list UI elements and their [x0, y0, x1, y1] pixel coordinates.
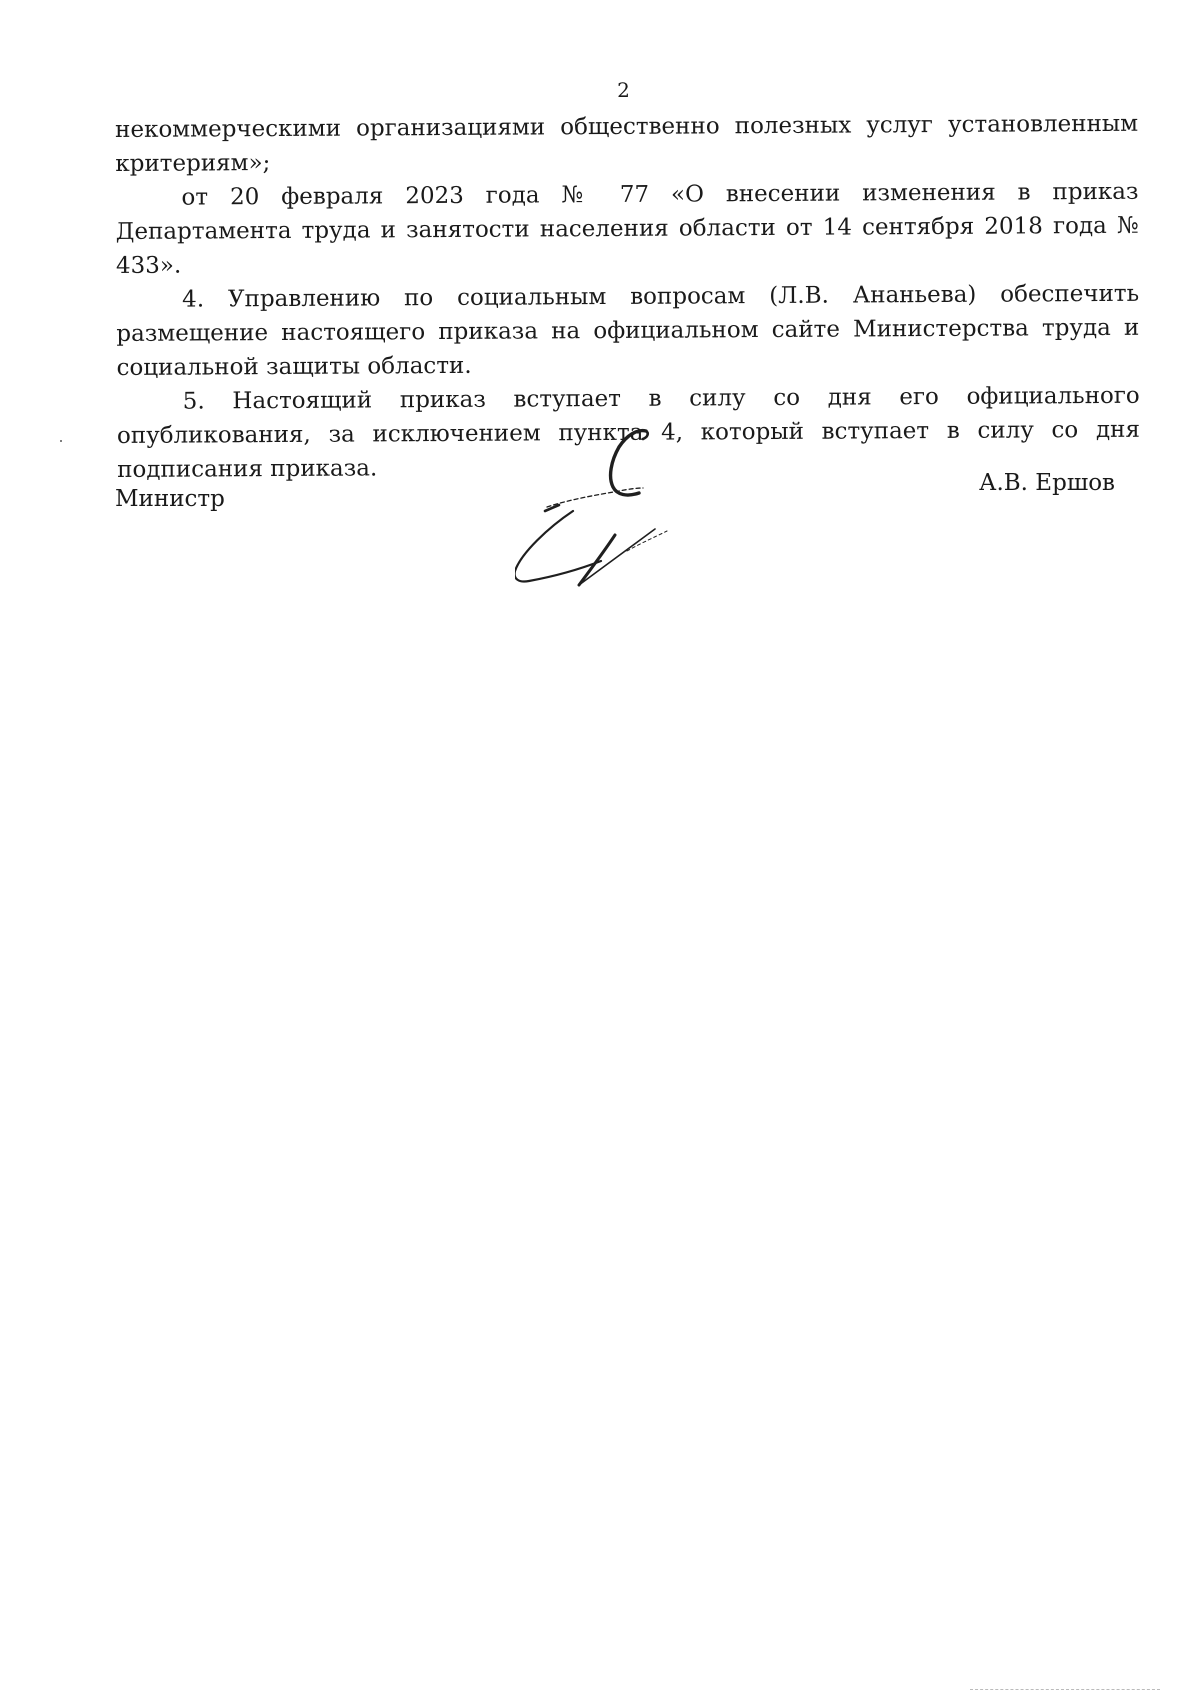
handwritten-signature — [515, 425, 695, 625]
signer-position: Министр — [115, 486, 225, 512]
signer-name: А.В. Ершов — [979, 470, 1115, 496]
page-number: 2 — [617, 78, 630, 102]
paragraph-item-5: 5. Настоящий приказ вступает в силу со дня его официального опубликования, за исключением пункта 4, который вступает в силу со дня подписания приказа. — [116, 382, 1141, 483]
paragraph-criteria-end: некоммерческими организациями общественно полезных услуг установленным критериям»; — [115, 110, 1139, 177]
paragraph-order-77: от 20 февраля 2023 года № 77 «О внесении изменения в приказ Департамента труда и занятости населения области от 14 сентября 2018 года № 433». — [115, 178, 1139, 279]
paragraph-item-4: 4. Управлению по социальным вопросам (Л.В. Ананьева) обеспечить размещение настоящего приказа на официальном сайте Министерства труда и социальной защиты области. — [116, 280, 1140, 381]
scan-artifact-dot — [60, 440, 62, 442]
scan-artifact-line — [970, 1689, 1160, 1692]
